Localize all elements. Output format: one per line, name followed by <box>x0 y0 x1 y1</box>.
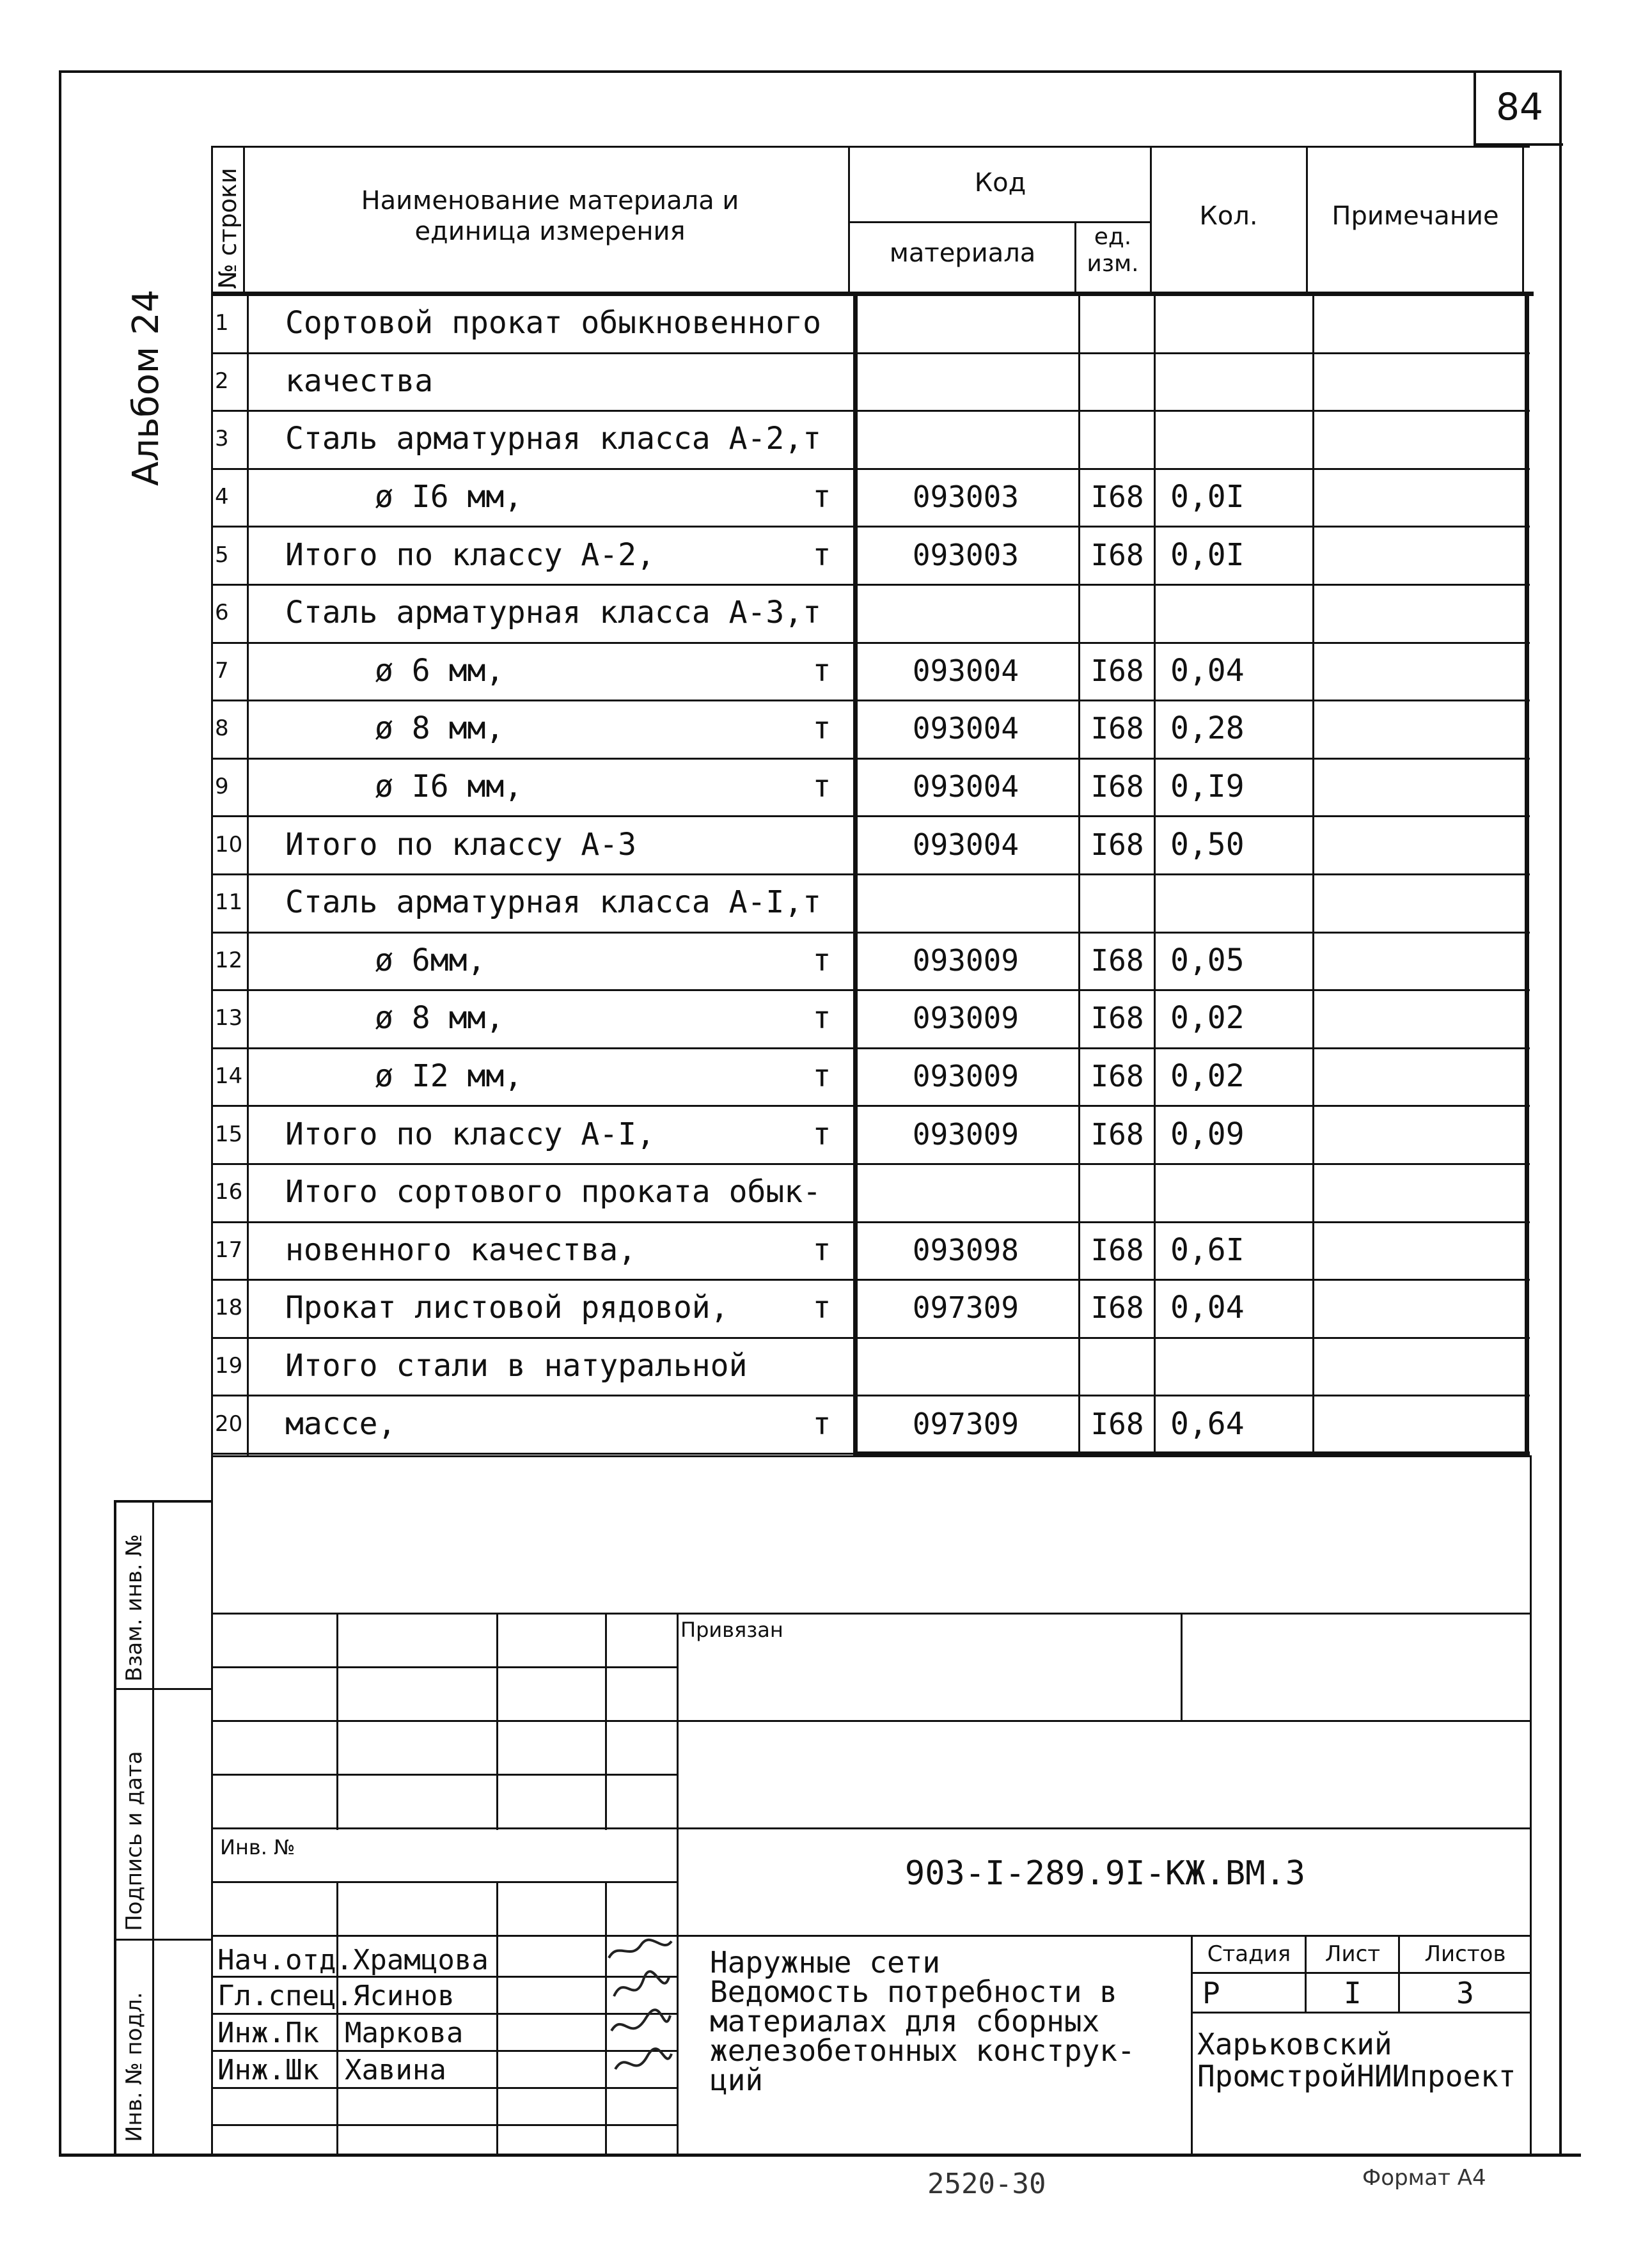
side-stamp-podpis: Подпись и дата <box>122 1751 147 1931</box>
row-qty: 0,09 <box>1170 1116 1245 1152</box>
row-unit-code <box>1081 297 1154 350</box>
row-material-name: ø I6 мм, <box>375 479 523 515</box>
row-material-code <box>857 1166 1074 1219</box>
row-material-code: 097309 <box>912 1406 1019 1441</box>
row-unit: т <box>812 1000 831 1036</box>
row-qty: 0,02 <box>1170 1000 1245 1036</box>
row-qty <box>1164 1166 1311 1219</box>
row-unit-code <box>1081 1166 1154 1219</box>
row-material-name: ø 8 мм, <box>375 710 505 747</box>
stage-value: Р <box>1202 1976 1220 2010</box>
header-note: Примечание <box>1332 201 1499 231</box>
row-unit <box>793 355 851 408</box>
row-qty: 0,50 <box>1170 826 1245 863</box>
row-qty: 0,I9 <box>1170 769 1245 805</box>
document-title: Наружные сети Ведомость потребности в материалах для сборных железобетонных конструк- ций <box>710 1945 1135 2097</box>
row-qty: 0,0I <box>1170 536 1245 573</box>
signer-4: Инж.Шк Хавина <box>217 2054 446 2086</box>
row-divider <box>211 352 1530 354</box>
row-material-code: 093009 <box>912 1116 1019 1152</box>
row-unit: т <box>812 1290 831 1326</box>
row-qty: 0,28 <box>1170 710 1245 747</box>
order-number: 2520-30 <box>927 2168 1046 2200</box>
row-number: 20 <box>215 1411 243 1437</box>
row-material-code <box>857 412 1074 465</box>
row-material-name: Итого стали в натуральной <box>285 1348 748 1384</box>
format-label: Формат А4 <box>1362 2165 1486 2191</box>
header-material-name: Наименование материала и единица измерения <box>361 186 739 246</box>
row-material-code: 093009 <box>912 1059 1019 1094</box>
row-divider <box>211 873 1530 875</box>
row-material-name: Прокат листовой рядовой, <box>285 1290 729 1326</box>
row-number: 19 <box>215 1353 243 1379</box>
row-number: 2 <box>215 368 229 394</box>
bottom-border <box>59 2154 1581 2157</box>
row-qty <box>1164 355 1311 408</box>
row-divider <box>211 815 1530 817</box>
row-unit: т <box>812 1232 831 1268</box>
row-unit-code: I68 <box>1090 769 1144 804</box>
row-unit <box>793 586 851 639</box>
row-material-name: Итого по классу А-I, <box>285 1116 655 1152</box>
page-number: 84 <box>1496 85 1543 129</box>
row-material-name: Сталь арматурная класса А-3,т <box>285 595 822 631</box>
row-unit <box>793 1340 851 1393</box>
row-material-name: Итого сортового проката обык- <box>285 1174 822 1210</box>
signer-2: Гл.спец.Ясинов <box>217 1980 455 2012</box>
row-number: 16 <box>215 1179 243 1205</box>
row-material-name: Итого по классу А-3 <box>285 826 637 863</box>
row-divider <box>211 1105 1530 1107</box>
header-qty: Кол. <box>1199 201 1258 231</box>
row-material-name: качества <box>285 363 434 399</box>
row-number: 1 <box>215 310 229 336</box>
row-divider <box>211 1279 1530 1281</box>
row-material-name: ø 8 мм, <box>375 1000 505 1036</box>
row-qty: 0,04 <box>1170 1290 1245 1326</box>
row-qty: 0,02 <box>1170 1058 1245 1095</box>
row-unit-code <box>1081 1340 1154 1393</box>
signer-3: Инж.Пк Маркова <box>217 2017 464 2049</box>
sheet-value: I <box>1344 1976 1362 2010</box>
row-divider <box>211 989 1530 991</box>
row-unit: т <box>812 479 831 515</box>
row-material-code: 093098 <box>912 1232 1019 1267</box>
row-unit <box>793 297 851 350</box>
row-material-name: Итого по классу А-2, <box>285 536 655 573</box>
row-material-code: 093009 <box>912 942 1019 978</box>
row-unit-code <box>1081 586 1154 639</box>
row-material-name: Сортовой прокат обыкновенного <box>285 305 822 341</box>
row-divider <box>211 526 1530 528</box>
row-divider <box>211 1395 1530 1396</box>
row-unit-code: I68 <box>1090 1406 1144 1441</box>
row-unit: т <box>812 1058 831 1095</box>
row-material-code: 093004 <box>912 711 1019 746</box>
row-divider <box>211 932 1530 934</box>
row-material-code <box>857 1340 1074 1393</box>
row-material-name: массе, <box>285 1405 397 1442</box>
row-material-code <box>857 586 1074 639</box>
row-unit <box>793 818 851 871</box>
row-unit <box>793 876 851 929</box>
row-material-code: 093009 <box>912 1001 1019 1036</box>
row-material-name: ø 6 мм, <box>375 652 505 689</box>
row-unit-code: I68 <box>1090 537 1144 572</box>
page-number-box <box>1474 70 1563 146</box>
row-divider <box>211 468 1530 470</box>
row-material-name: Сталь арматурная класса А-2,т <box>285 421 822 457</box>
row-unit-code: I68 <box>1090 942 1144 978</box>
row-unit: т <box>812 1116 831 1152</box>
row-unit: т <box>812 536 831 573</box>
document-code: 903-I-289.9I-КЖ.ВМ.3 <box>904 1854 1306 1893</box>
row-number: 10 <box>215 831 243 857</box>
row-unit-code: I68 <box>1090 711 1144 746</box>
row-number: 3 <box>215 426 229 452</box>
row-unit-code <box>1081 355 1154 408</box>
row-material-name: ø 6мм, <box>375 942 486 978</box>
row-unit-code: I68 <box>1090 1059 1144 1094</box>
row-unit-code: I68 <box>1090 1116 1144 1152</box>
row-number: 12 <box>215 947 243 973</box>
header-unit-code: ед. изм. <box>1087 224 1139 277</box>
sheets-value: 3 <box>1456 1976 1474 2010</box>
inv-no-label: Инв. № <box>220 1835 295 1859</box>
row-qty: 0,05 <box>1170 942 1245 978</box>
row-qty: 0,04 <box>1170 652 1245 689</box>
row-number: 13 <box>215 1005 243 1031</box>
row-number: 7 <box>215 657 229 684</box>
row-qty <box>1164 876 1311 929</box>
row-unit-code: I68 <box>1090 653 1144 688</box>
row-unit-code <box>1081 412 1154 465</box>
row-material-name: новенного качества, <box>285 1232 637 1268</box>
row-material-name: Сталь арматурная класса А-I,т <box>285 884 822 921</box>
row-number: 17 <box>215 1237 243 1263</box>
row-material-name: ø I2 мм, <box>375 1058 523 1095</box>
signature-scribbles <box>605 1935 677 2088</box>
row-material-code: 093004 <box>912 827 1019 862</box>
side-stamp-inv-podl: Инв. № подл. <box>122 1992 147 2142</box>
row-number: 9 <box>215 774 229 800</box>
row-divider <box>211 584 1530 586</box>
row-material-code: 093004 <box>912 769 1019 804</box>
row-unit: т <box>812 710 831 747</box>
row-qty: 0,6I <box>1170 1232 1245 1268</box>
row-unit-code: I68 <box>1090 1232 1144 1267</box>
row-material-code: 093004 <box>912 653 1019 688</box>
row-number: 6 <box>215 600 229 626</box>
row-divider <box>211 642 1530 644</box>
row-unit: т <box>812 1405 831 1442</box>
row-unit-code: I68 <box>1090 480 1144 515</box>
stage-label: Стадия <box>1207 1941 1291 1967</box>
row-qty: 0,64 <box>1170 1405 1245 1442</box>
row-qty <box>1164 586 1311 639</box>
row-material-code: 093003 <box>912 537 1019 572</box>
header-row-number: № строки <box>214 168 242 289</box>
row-material-code: 093003 <box>912 480 1019 515</box>
organization: Харьковский ПромстройНИИпроект <box>1197 2027 1516 2093</box>
row-divider <box>211 1163 1530 1165</box>
row-number: 11 <box>215 889 243 916</box>
row-divider <box>211 758 1530 760</box>
row-unit: т <box>812 942 831 978</box>
privyazan-label: Привязан <box>680 1618 783 1642</box>
sheet-label: Лист <box>1324 1941 1381 1967</box>
row-number: 8 <box>215 716 229 742</box>
row-qty <box>1164 297 1311 350</box>
row-divider <box>211 1047 1530 1049</box>
sheets-label: Листов <box>1424 1941 1506 1967</box>
row-unit <box>793 412 851 465</box>
row-divider <box>211 1221 1530 1223</box>
row-divider <box>211 700 1530 701</box>
row-material-code <box>857 355 1074 408</box>
row-material-code: 097309 <box>912 1290 1019 1326</box>
signer-1: Нач.отд.Храмцова <box>217 1944 489 1976</box>
row-number: 14 <box>215 1063 243 1090</box>
row-qty <box>1164 412 1311 465</box>
row-unit: т <box>812 652 831 689</box>
row-material-name: ø I6 мм, <box>375 769 523 805</box>
row-unit-code: I68 <box>1090 1290 1144 1326</box>
row-unit-code: I68 <box>1090 1001 1144 1036</box>
row-qty <box>1164 1340 1311 1393</box>
row-qty: 0,0I <box>1170 479 1245 515</box>
row-number: 18 <box>215 1295 243 1321</box>
row-unit-code: I68 <box>1090 827 1144 862</box>
row-material-code <box>857 297 1074 350</box>
side-stamp-vzam: Взам. инв. № <box>122 1534 147 1682</box>
header-code: Код <box>974 168 1026 198</box>
row-unit-code <box>1081 876 1154 929</box>
row-number: 4 <box>215 484 229 510</box>
row-number: 15 <box>215 1121 243 1147</box>
row-unit: т <box>812 769 831 805</box>
row-unit <box>793 1166 851 1219</box>
row-divider <box>211 1337 1530 1339</box>
row-divider <box>211 410 1530 412</box>
header-material-code: материала <box>889 239 1036 268</box>
row-material-code <box>857 876 1074 929</box>
album-label: Альбом 24 <box>125 289 167 486</box>
row-number: 5 <box>215 542 229 568</box>
